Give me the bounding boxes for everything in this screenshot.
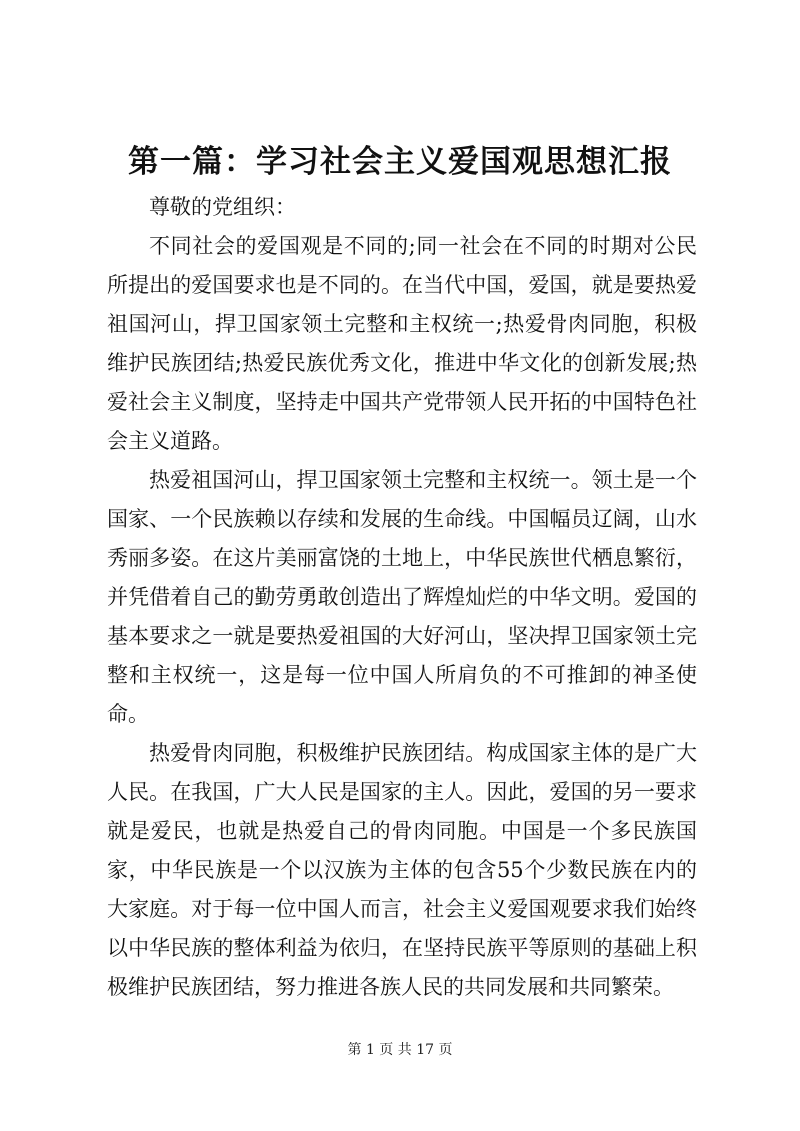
page-number-footer: 第 1 页 共 17 页: [347, 1042, 453, 1058]
paragraph-3: 热爱骨肉同胞，积极维护民族团结。构成国家主体的是广大人民。在我国，广大人民是国家的主人。因此，爱国的另一要求就是爱民，也就是热爱自己的骨肉同胞。中国是一个多民族国家，中华民族是一个以汉族为主体的包含55个少数民族在内的大家庭。对于每一位中国人而言，社会主义爱国观要求我们始终以中华民族的整体利益为依归，在坚持民族平等原则的基础上积极维护民族团结，努力推进各族人民的共同发展和共同繁荣。: [107, 741, 697, 999]
paragraph-2: 热爱祖国河山，捍卫国家领土完整和主权统一。领土是一个国家、一个民族赖以存续和发展的生命线。中国幅员辽阔，山水秀丽多姿。在这片美丽富饶的土地上，中华民族世代栖息繁衍，并凭借着自己的勤劳勇敢创造出了辉煌灿烂的中华文明。爱国的基本要求之一就是要热爱祖国的大好河山，坚决捍卫国家领土完整和主权统一，这是每一位中国人所肩负的不可推卸的神圣使命。: [107, 468, 697, 726]
document-body: [107, 188, 697, 1007]
paragraph-1: 不同社会的爱国观是不同的;同一社会在不同的时期对公民所提出的爱国要求也是不同的。在当代中国，爱国，就是要热爱祖国河山，捍卫国家领土完整和主权统一;热爱骨肉同胞，积极维护民族团结;热爱民族优秀文化，推进中华文化的创新发展;热爱社会主义制度，坚持走中国共产党带领人民开拓的中国特色社会主义道路。: [107, 234, 697, 453]
salutation: 尊敬的党组织：: [149, 195, 296, 219]
document-title: 第一篇：学习社会主义爱国观思想汇报: [128, 144, 672, 180]
